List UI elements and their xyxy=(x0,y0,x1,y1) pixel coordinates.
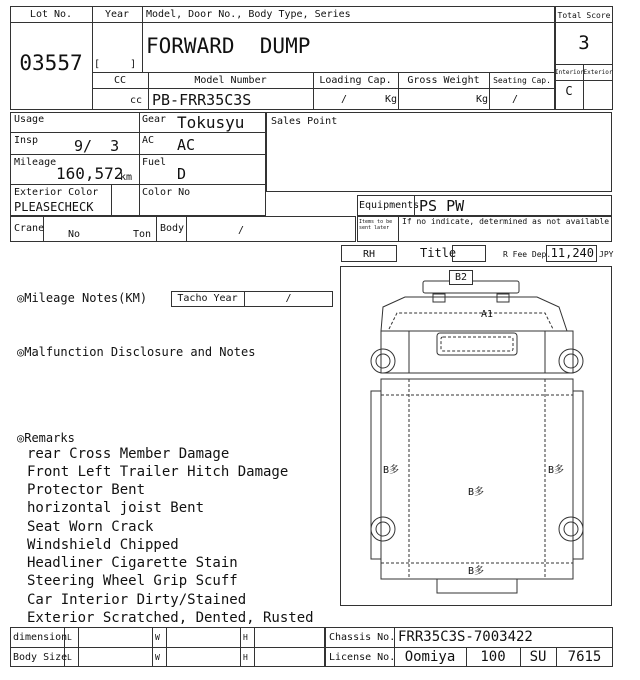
ac-value: AC xyxy=(177,136,196,154)
remark-line: rear Cross Member Damage xyxy=(27,446,230,462)
body-value: / xyxy=(238,225,245,236)
truck-outline-drawing xyxy=(341,267,613,607)
exterior-color-value: PLEASECHECK xyxy=(14,200,94,214)
truck-diagram xyxy=(340,266,612,606)
total-score-label: Total Score xyxy=(557,11,611,20)
usage-label: Usage xyxy=(14,114,45,125)
crane-unit: Ton xyxy=(133,229,152,240)
score-int-ext-line2 xyxy=(555,80,613,81)
license-area: Oomiya xyxy=(404,649,456,665)
size-h-label: H xyxy=(243,653,248,662)
recycle-fee-value: 11,240 xyxy=(550,246,594,260)
model-number: PB-FRR35C3S xyxy=(152,91,252,109)
tacho-year-label: Tacho Year xyxy=(177,293,238,304)
remark-line: Front Left Trailer Hitch Damage xyxy=(27,464,289,480)
title-box xyxy=(452,245,486,262)
items-later-divider xyxy=(398,216,399,242)
mileage-label: Mileage xyxy=(14,157,57,168)
details-mid-divider xyxy=(139,112,140,216)
gear-label: Gear xyxy=(142,114,167,125)
year-label: Year xyxy=(104,9,130,20)
recycle-fee-label: R Fee Dep. xyxy=(503,250,552,259)
ext-color-divider xyxy=(111,184,112,216)
license-kana: SU xyxy=(529,649,547,665)
remark-line: Seat Worn Crack xyxy=(27,519,154,535)
dimension-mid-line xyxy=(10,647,325,648)
remarks-label: ◎Remarks xyxy=(17,431,75,445)
remark-line: Exterior Scratched, Dented, Rusted xyxy=(27,610,314,626)
damage-mark-b2: B2 xyxy=(454,272,468,283)
license-no-label: License No. xyxy=(329,652,396,663)
gross-weight-label: Gross Weight xyxy=(407,75,480,86)
crane-value: No xyxy=(68,229,81,240)
mileage-unit: km xyxy=(120,172,133,183)
body-label: Body xyxy=(160,223,185,234)
damage-mark-rear: B多 xyxy=(468,566,485,577)
dim-div3 xyxy=(152,627,153,667)
damage-mark-right-side: B多 xyxy=(548,465,565,476)
header-label-line xyxy=(92,22,555,23)
recycle-fee-unit: JPY xyxy=(599,250,614,259)
dim-div5 xyxy=(240,627,241,667)
malfunction-label: ◎Malfunction Disclosure and Notes xyxy=(17,345,256,359)
chassis-no-label: Chassis No. xyxy=(329,632,396,643)
title-label: Title xyxy=(420,246,457,260)
items-to-be-sent-later: Items to be sent later xyxy=(359,219,393,231)
dim-div4 xyxy=(166,627,167,667)
remark-line: horizontal joist Bent xyxy=(27,500,205,516)
equipments-value: PS PW xyxy=(419,197,465,215)
if-no-indicate: If no indicate, determined as not available xyxy=(402,217,610,226)
loading-cap-unit: Kg xyxy=(385,94,398,105)
insp-value: 9/ 3 xyxy=(74,137,120,155)
score-int-ext-line xyxy=(555,64,613,65)
dim-div6 xyxy=(254,627,255,667)
interior-label: Interior xyxy=(555,69,584,76)
cc-unit: cc xyxy=(130,95,143,106)
dim-w-label: W xyxy=(155,633,160,642)
seating-cap-label: Seating Cap. xyxy=(493,76,551,85)
model-number-label: Model Number xyxy=(194,75,267,86)
damage-mark-a1: A1 xyxy=(481,309,494,320)
exterior-label: Exterior xyxy=(583,69,613,76)
dim-h-label: H xyxy=(243,633,248,642)
lot-label-line xyxy=(10,22,92,23)
chassis-mid-line xyxy=(325,647,613,648)
steering-value: RH xyxy=(362,249,376,260)
damage-mark-body: B多 xyxy=(468,487,485,498)
body-size-label: Body Size xyxy=(13,652,68,663)
total-score: 3 xyxy=(578,32,590,54)
damage-mark-left-side: B多 xyxy=(383,465,400,476)
cc-label: CC xyxy=(113,75,127,86)
remark-line: Headliner Cigarette Stain xyxy=(27,555,238,571)
gross-weight-unit: Kg xyxy=(476,94,489,105)
license-class: 100 xyxy=(480,649,506,665)
color-no-label: Color No xyxy=(142,187,191,198)
year-value: [ ] xyxy=(94,59,137,70)
crane-label: Crane xyxy=(14,223,45,234)
dim-div2 xyxy=(78,627,79,667)
ac-label: AC xyxy=(142,135,155,146)
year-divider xyxy=(142,6,143,72)
loading-cap-value: / xyxy=(341,94,348,105)
loading-cap-label: Loading Cap. xyxy=(319,75,392,86)
model-label: Model, Door No., Body Type, Series xyxy=(146,9,351,20)
equipments-label: Equipments xyxy=(359,200,420,211)
lot-no-label: Lot No. xyxy=(29,9,73,20)
dimension-label: dimension xyxy=(13,632,68,643)
fuel-label: Fuel xyxy=(142,157,167,168)
insp-label: Insp xyxy=(14,135,39,146)
tacho-year-value: / xyxy=(285,293,292,304)
dim-l-label: L xyxy=(67,633,72,642)
body-divider1 xyxy=(156,216,157,242)
remark-line: Steering Wheel Grip Scuff xyxy=(27,573,238,589)
gross-weight-value: / xyxy=(512,94,519,105)
body-divider2 xyxy=(186,216,187,242)
details-row3 xyxy=(10,184,266,185)
gear-value: Tokusyu xyxy=(177,113,245,132)
sales-point-label: Sales Point xyxy=(271,116,338,127)
details-row2 xyxy=(10,154,266,155)
model-name: FORWARD DUMP xyxy=(146,34,311,58)
header-row2-mid xyxy=(92,88,555,89)
fuel-value: D xyxy=(177,165,187,183)
remark-line: Car Interior Dirty/Stained xyxy=(27,592,247,608)
mileage-value: 160,572 xyxy=(56,164,124,183)
exterior-color-label: Exterior Color xyxy=(14,187,99,198)
chassis-no: FRR35C3S-7003422 xyxy=(398,629,533,645)
size-w-label: W xyxy=(155,653,160,662)
size-l-label: L xyxy=(67,653,72,662)
remark-line: Protector Bent xyxy=(27,482,146,498)
header-row2-line xyxy=(92,72,555,73)
score-label-line xyxy=(555,22,613,23)
mileage-notes-label: ◎Mileage Notes(KM) xyxy=(17,291,148,305)
lot-no: 03557 xyxy=(19,51,83,75)
details-row1 xyxy=(10,132,266,133)
interior-score: C xyxy=(565,84,573,98)
remark-line: Windshield Chipped xyxy=(27,537,179,553)
license-number: 7615 xyxy=(567,649,602,665)
